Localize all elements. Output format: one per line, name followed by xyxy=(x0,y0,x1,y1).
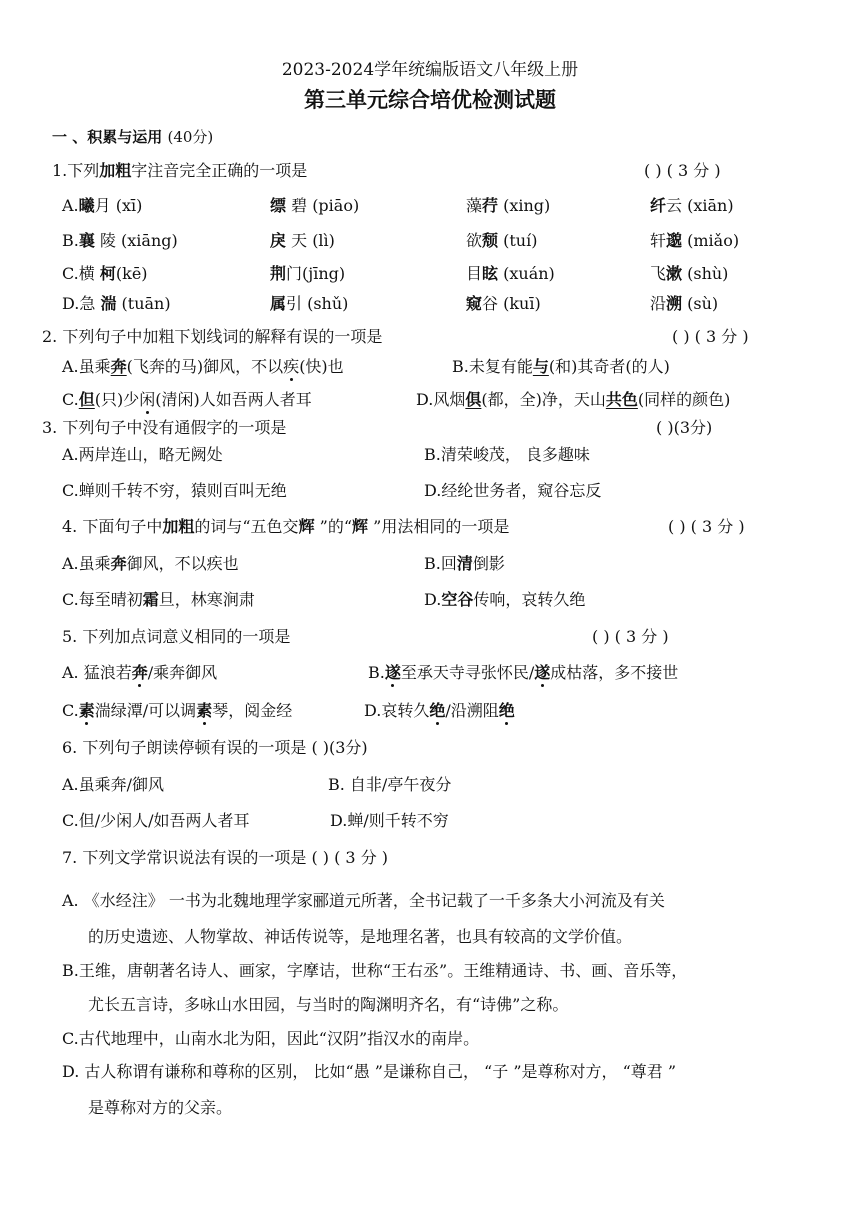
question-1-option-item: 轩邈 (miǎo) xyxy=(650,231,740,250)
question-2-option-b: B.未复有能与(和)其奇者(的人) xyxy=(452,357,670,376)
question-4-stem: 4. 下面句子中加粗的词与“五色交辉 ”的“辉 ”用法相同的一项是 xyxy=(62,517,510,536)
question-1-option-item: 纤云 (xiān) xyxy=(650,196,734,215)
question-3-option-c: C.蝉则千转不穷，猿则百叫无绝 xyxy=(62,481,287,500)
section-score: (40分) xyxy=(167,128,214,146)
question-1-option-item: A.曦月 (xī) xyxy=(62,196,143,215)
exam-title: 2023-2024学年统编版语文八年级上册 xyxy=(281,60,579,80)
question-6-stem: 6. 下列句子朗读停顿有误的一项是 ( )(3分) xyxy=(62,738,368,757)
question-1-option-item: 戾 天 (lì) xyxy=(270,231,335,250)
question-7-option-c: C.古代地理中，山南水北为阳，因此“汉阴”指汉水的南岸。 xyxy=(62,1029,480,1048)
question-1-option-item: 属引 (shǔ) xyxy=(270,294,349,313)
question-7-option-d-line2: 是尊称对方的父亲。 xyxy=(88,1098,233,1117)
question-3-option-d: D.经纶世务者，窥谷忘反 xyxy=(424,481,602,500)
question-5-stem: 5. 下列加点词意义相同的一项是 xyxy=(62,627,291,646)
question-3-mark: ( )(3分) xyxy=(656,418,713,437)
question-5-option-c: C.素湍绿潭/可以调素琴，阅金经 xyxy=(62,701,293,720)
question-1-option-item: B.襄 陵 (xiāng) xyxy=(62,231,178,250)
question-1-option-item: 目眩 (xuán) xyxy=(466,264,555,283)
question-2-option-c: C.但(只)少闲(清闲)人如吾两人者耳 xyxy=(62,390,312,409)
question-1-option-item: 沿溯 (sù) xyxy=(650,294,719,313)
question-1-option-item: C.横 柯(kē) xyxy=(62,264,148,283)
question-2-stem: 2. 下列句子中加粗下划线词的解释有误的一项是 xyxy=(42,327,383,346)
question-6-option-a: A.虽乘奔/御风 xyxy=(62,775,165,794)
question-1-option-item: 藻荇 (xing) xyxy=(466,196,551,215)
question-6-option-c: C.但/少闲人/如吾两人者耳 xyxy=(62,811,250,830)
question-7-option-a-line1: A. 《水经注》 一书为北魏地理学家郦道元所著，全书记载了一千多条大小河流及有关 xyxy=(62,891,665,910)
question-1-mark: ( ) ( 3 分 ) xyxy=(644,161,721,180)
exam-subtitle: 第三单元综合培优检测试题 xyxy=(304,88,556,112)
question-7-option-a-line2: 的历史遗迹、人物掌故、神话传说等，是地理名著，也具有较高的文学价值。 xyxy=(88,927,633,946)
question-1-option-item: D.急 湍 (tuān) xyxy=(62,294,171,313)
question-3-stem: 3. 下列句子中没有通假字的一项是 xyxy=(42,418,287,437)
question-1-option-item: 荆门(jīng) xyxy=(270,264,346,283)
question-7-option-b-line2: 尤长五言诗，多咏山水田园，与当时的陶渊明齐名，有“诗佛”之称。 xyxy=(88,995,569,1014)
question-6-option-d: D.蝉/则千转不穷 xyxy=(330,811,449,830)
question-5-option-d: D.哀转久绝/沿溯阻绝 xyxy=(364,701,515,720)
question-4-option-a: A.虽乘奔御风，不以疾也 xyxy=(62,554,239,573)
question-4-option-b: B.回清倒影 xyxy=(424,554,505,573)
question-2-option-d: D.风烟俱(都，全)净，天山共色(同样的颜色) xyxy=(416,390,731,409)
question-3-option-a: A.两岸连山，略无阙处 xyxy=(62,445,223,464)
question-1-option-item: 缥 碧 (piāo) xyxy=(270,196,360,215)
question-1-option-item: 飞漱 (shù) xyxy=(650,264,729,283)
question-3-option-b: B.清荣峻茂， 良多趣味 xyxy=(424,445,590,464)
question-1-option-item: 窥谷 (kuī) xyxy=(466,294,541,313)
section-heading xyxy=(52,127,213,147)
question-1-option-item: 欲颓 (tuí) xyxy=(466,231,538,250)
question-2-option-a: A.虽乘奔(飞奔的马)御风，不以疾(快)也 xyxy=(62,357,344,376)
question-4-mark: ( ) ( 3 分 ) xyxy=(668,517,745,536)
question-6-option-b: B. 自非/亭午夜分 xyxy=(328,775,452,794)
question-1-stem: 1.下列加粗字注音完全正确的一项是 xyxy=(52,161,308,180)
question-2-mark: ( ) ( 3 分 ) xyxy=(672,327,749,346)
question-7-stem: 7. 下列文学常识说法有误的一项是 ( ) ( 3 分 ) xyxy=(62,848,389,867)
section-label: 一 、积累与运用 xyxy=(52,128,163,146)
question-5-mark: ( ) ( 3 分 ) xyxy=(592,627,669,646)
question-4-option-d: D.空谷传响，哀转久绝 xyxy=(424,590,586,609)
question-4-option-c: C.每至晴初霜旦，林寒涧肃 xyxy=(62,590,255,609)
question-5-option-a: A. 猛浪若奔/乘奔御风 xyxy=(62,663,218,682)
question-7-option-b-line1: B.王维，唐朝著名诗人、画家，字摩诘，世称“王右丞”。王维精通诗、书、画、音乐等， xyxy=(62,961,688,980)
question-5-option-b: B.遂至承天寺寻张怀民/遂成枯落，多不接世 xyxy=(368,663,679,682)
question-7-option-d-line1: D. 古人称谓有谦称和尊称的区别， 比如“愚 ”是谦称自己， “子 ”是尊称对方， “尊君 ” xyxy=(62,1062,677,1081)
